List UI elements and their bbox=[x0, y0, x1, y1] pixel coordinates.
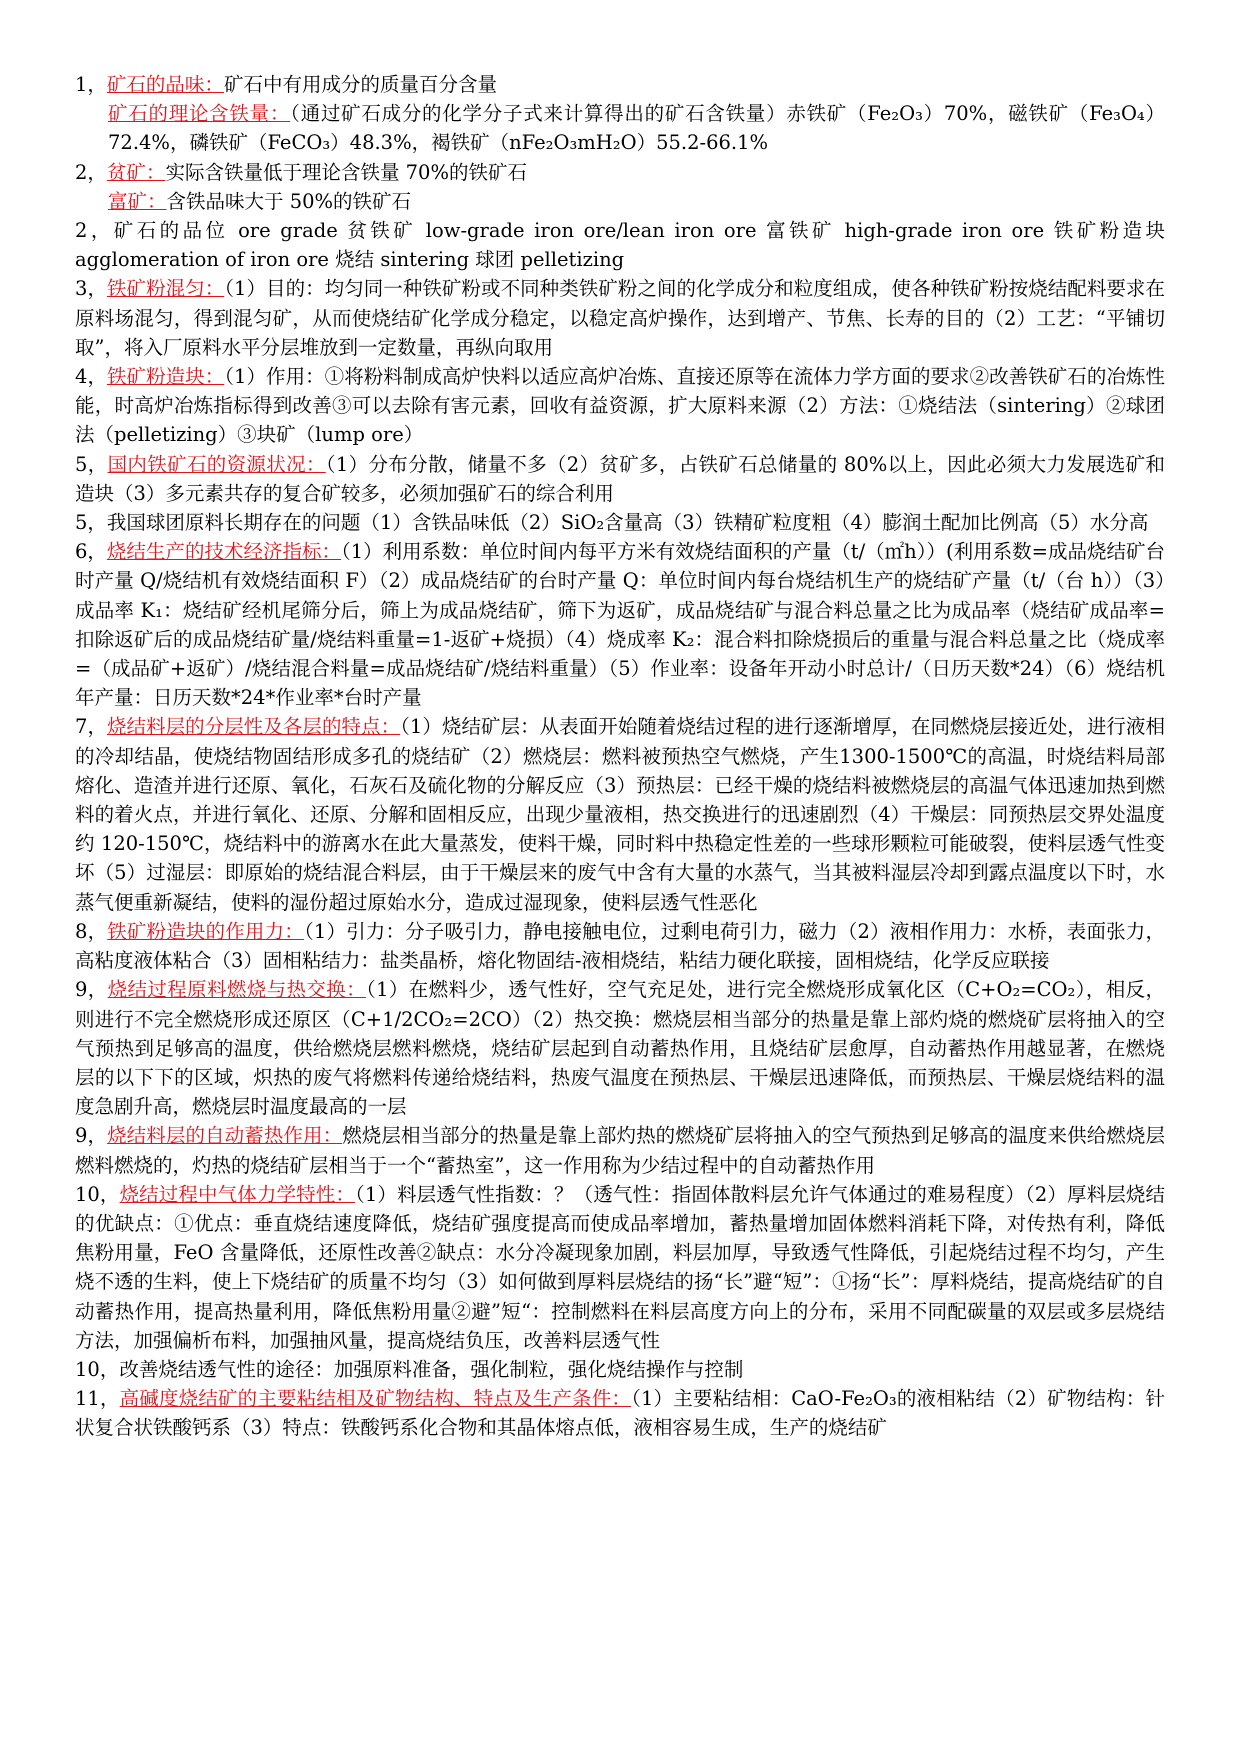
para-number: 2， bbox=[75, 160, 107, 184]
document-page bbox=[75, 70, 1165, 1443]
para-title: 国内铁矿石的资源状况： bbox=[107, 452, 326, 476]
para-body: （1）目的：均匀同一种铁矿粉或不同种类铁矿粉之间的化学成分和粒度组成，使各种铁矿粉按烧结配料要求在原料场混匀，得到混匀矿，从而使烧结矿化学成分稳定，以稳定高炉操作，达到增产、节焦、长寿的目的（2）工艺：“平铺切取”，将入厂原料水平分层堆放到一定数量，再纵向取用 bbox=[75, 277, 1165, 359]
para-number: 8， bbox=[75, 919, 108, 943]
para-body: 矿石的品位 ore grade 贫铁矿 low-grade iron ore/lean iron ore 富铁矿 high-grade iron ore 铁矿粉造块 agglomeration of iron ore 烧结 sintering 球团 pelletizing bbox=[75, 219, 1165, 272]
para-body: 改善烧结透气性的途径：加强原料准备，强化制粒，强化烧结操作与控制 bbox=[119, 1357, 744, 1381]
para-number: 7， bbox=[75, 715, 107, 739]
para-number: 11， bbox=[75, 1387, 120, 1411]
paragraph-16 bbox=[75, 1355, 1165, 1384]
paragraph-1 bbox=[75, 70, 1165, 99]
paragraph-15 bbox=[75, 1180, 1165, 1355]
para-body: （1）料层透气性指数：？（透气性：指固体散料层允许气体通过的难易程度）（2）厚料层烧结的优缺点：①优点：垂直烧结速度降低，烧结矿强度提高而使成品率增加，蓄热量增加固体燃料消耗下降，对传热有利，降低焦粉用量，FeO 含量降低，还原性改善②缺点：水分冷凝现象加剧，料层加厚，导致透气性降低，引起烧结过程不均匀，产生烧不透的生料，使上下烧结矿的质量不均匀（3）如何做到厚料层烧结的扬“长”避“短”：①扬“长”：厚料烧结，提高烧结矿的自动蓄热作用，提高热量利用，降低焦粉用量②避”短“：控制燃料在料层高度方向上的分布，采用不同配碳量的双层或多层烧结方法，加强偏析布料，加强抽风量，提高烧结负压，改善料层透气性 bbox=[75, 1182, 1165, 1352]
para-body: （1）在燃料少，透气性好，空气充足处，进行完全燃烧形成氧化区（C+O₂=CO₂），相反，则进行不完全燃烧形成还原区（C+1/2CO₂=2CO）（2）热交换：燃烧层相当部分的热量是靠上部灼烧的燃烧矿层将抽入的空气预热到足够高的温度，供给燃烧层燃料燃烧，烧结矿层起到自动蓄热作用，且烧结矿层愈厚，自动蓄热作用越显著，在燃烧层的以下下的区域，炽热的废气将燃料传递给烧结料，热废气温度在预热层、干燥层迅速降低，而预热层、干燥层烧结料的温度急剧升高，燃烧层时温度最高的一层 bbox=[75, 978, 1165, 1119]
para-body: （1）引力：分子吸引力，静电接触电位，过剩电荷引力，磁力（2）液相作用力：水桥，表面张力，高粘度液体粘合（3）固相粘结力：盐类晶桥，熔化物固结-液相烧结，粘结力硬化联接，固相烧结，化学反应联接 bbox=[75, 919, 1165, 973]
para-title: 烧结料层的分层性及各层的特点： bbox=[107, 715, 401, 739]
para-body: （通过矿石成分的化学分子式来计算得出的矿石含铁量）赤铁矿（Fe₂O₃）70%，磁铁矿（Fe₃O₄）72.4%，磷铁矿（FeCO₃）48.3%，褐铁矿（nFe₂O₃mH₂O）55.2-66.1% bbox=[108, 102, 1165, 155]
para-title: 矿石的品味： bbox=[106, 73, 224, 96]
para-title: 烧结生产的技术经济指标： bbox=[106, 540, 341, 564]
paragraph-10 bbox=[75, 537, 1165, 712]
para-title: 富矿： bbox=[108, 189, 167, 213]
para-body: 实际含铁量低于理论含铁量 70%的铁矿石 bbox=[165, 160, 527, 184]
para-number: 1， bbox=[75, 73, 107, 96]
para-title: 高碱度烧结矿的主要粘结相及矿物结构、特点及生产条件： bbox=[119, 1387, 632, 1411]
para-number: 9， bbox=[75, 978, 108, 1002]
para-number: 5， bbox=[75, 511, 107, 535]
para-title: 铁矿粉造块： bbox=[107, 365, 225, 389]
para-number: 3， bbox=[75, 277, 107, 301]
para-body: 矿石中有用成分的质量百分含量 bbox=[223, 73, 497, 96]
paragraph-4 bbox=[75, 187, 1165, 216]
para-title: 烧结过程中气体力学特性： bbox=[119, 1182, 356, 1206]
para-body: （1）烧结矿层：从表面开始随着烧结过程的进行逐渐增厚，在同燃烧层接近处，进行液相的冷却结晶，使烧结物固结形成多孔的烧结矿（2）燃烧层：燃料被预热空气燃烧，产生1300-1500℃的高温，时烧结料局部熔化、造渣并进行还原、氧化，石灰石及硫化物的分解反应（3）预热层：已经干燥的烧结料被燃烧层的高温气体迅速加热到燃料的着火点，并进行氧化、还原、分解和固相反应，出现少量液相，热交换进行的迅速剧烈（4）干燥层：同预热层交界处温度约 120-150℃，烧结料中的游离水在此大量蒸发，使料干燥，同时料中热稳定性差的一些球形颗粒可能破裂，使料层透气性变坏（5）过湿层：即原始的烧结混合料层，由于干燥层来的废气中含有大量的水蒸气，当其被料湿层冷却到露点温度以下时，水蒸气便重新凝结，使料的湿份超过原始水分，造成过湿现象，使料层透气性恶化 bbox=[75, 715, 1165, 914]
para-number: 6， bbox=[75, 540, 107, 564]
paragraph-12 bbox=[75, 917, 1165, 975]
para-number: 10， bbox=[75, 1357, 120, 1381]
para-body: （1）利用系数：单位时间内每平方米有效烧结面积的产量（t/（㎡h））(利用系数=成品烧结矿台时产量 Q/烧结机有效烧结面积 F）（2）成品烧结矿的台时产量 Q：单位时间内每台烧结机生产的烧结矿产量（t/（台 h））（3）成品率 K₁：烧结矿经机尾筛分后，筛上为成品烧结矿，筛下为返矿，成品烧结矿与混合料总量之比为成品率（烧结矿成品率=扣除返矿后的成品烧结矿量/烧结料重量=1-返矿+烧损）（4）烧成率 K₂：混合料扣除烧损后的重量与混合料总量之比（烧成率=（成品矿+返矿）/烧结混合料量=成品烧结矿/烧结料重量）（5）作业率：设备年开动小时总计/（日历天数*24）（6）烧结机年产量：日历天数*24*作业率*台时产量 bbox=[75, 540, 1165, 710]
paragraph-6 bbox=[75, 274, 1165, 362]
para-title: 矿石的理论含铁量： bbox=[108, 102, 291, 126]
paragraph-2 bbox=[75, 99, 1165, 157]
paragraph-11 bbox=[75, 712, 1165, 916]
paragraph-13 bbox=[75, 975, 1165, 1121]
para-body: （1）作用：①将粉料制成高炉快料以适应高炉冶炼、直接还原等在流体力学方面的要求②改善铁矿石的冶炼性能，时高炉冶炼指标得到改善③可以去除有害元素，回收有益资源，扩大原料来源（2）方法：①烧结法（sintering）②球团法（pelletizing）③块矿（lump ore） bbox=[75, 365, 1165, 447]
para-title: 贫矿： bbox=[106, 160, 166, 184]
para-title: 铁矿粉混匀： bbox=[107, 277, 225, 301]
para-body: 我国球团原料长期存在的问题（1）含铁品味低（2）SiO₂含量高（3）铁精矿粒度粗（4）膨润土配加比例高（5）水分高 bbox=[106, 511, 1149, 535]
paragraph-5 bbox=[75, 216, 1165, 274]
paragraph-14 bbox=[75, 1121, 1165, 1179]
para-number: 10， bbox=[75, 1182, 120, 1206]
para-title: 烧结过程原料燃烧与热交换： bbox=[107, 978, 367, 1002]
para-body: （1）分布分散，储量不多（2）贫矿多，占铁矿石总储量的 80%以上，因此必须大力发展选矿和造块（3）多元素共存的复合矿较多，必须加强矿石的综合利用 bbox=[75, 452, 1165, 505]
paragraph-3 bbox=[75, 158, 1165, 187]
para-number: 9， bbox=[75, 1124, 108, 1148]
paragraph-7 bbox=[75, 362, 1165, 450]
paragraph-9 bbox=[75, 508, 1165, 537]
para-number: 4， bbox=[75, 365, 107, 389]
para-title: 烧结料层的自动蓄热作用： bbox=[107, 1124, 343, 1148]
para-body: 含铁品味大于 50%的铁矿石 bbox=[166, 189, 412, 213]
para-title: 铁矿粉造块的作用力： bbox=[107, 919, 304, 943]
para-body: （1）主要粘结相：CaO-Fe₂O₃的液相粘结（2）矿物结构：针状复合状铁酸钙系（3）特点：铁酸钙系化合物和其晶体熔点低，液相容易生成，生产的烧结矿 bbox=[75, 1387, 1165, 1440]
para-body: 燃烧层相当部分的热量是靠上部灼热的燃烧矿层将抽入的空气预热到足够高的温度来供给燃烧层燃料燃烧的，灼热的烧结矿层相当于一个“蓄热室”，这一作用称为少结过程中的自动蓄热作用 bbox=[75, 1124, 1165, 1177]
para-number: 5， bbox=[75, 452, 108, 476]
paragraph-8 bbox=[75, 450, 1165, 508]
para-number: 2， bbox=[75, 219, 114, 243]
paragraph-17 bbox=[75, 1384, 1165, 1442]
